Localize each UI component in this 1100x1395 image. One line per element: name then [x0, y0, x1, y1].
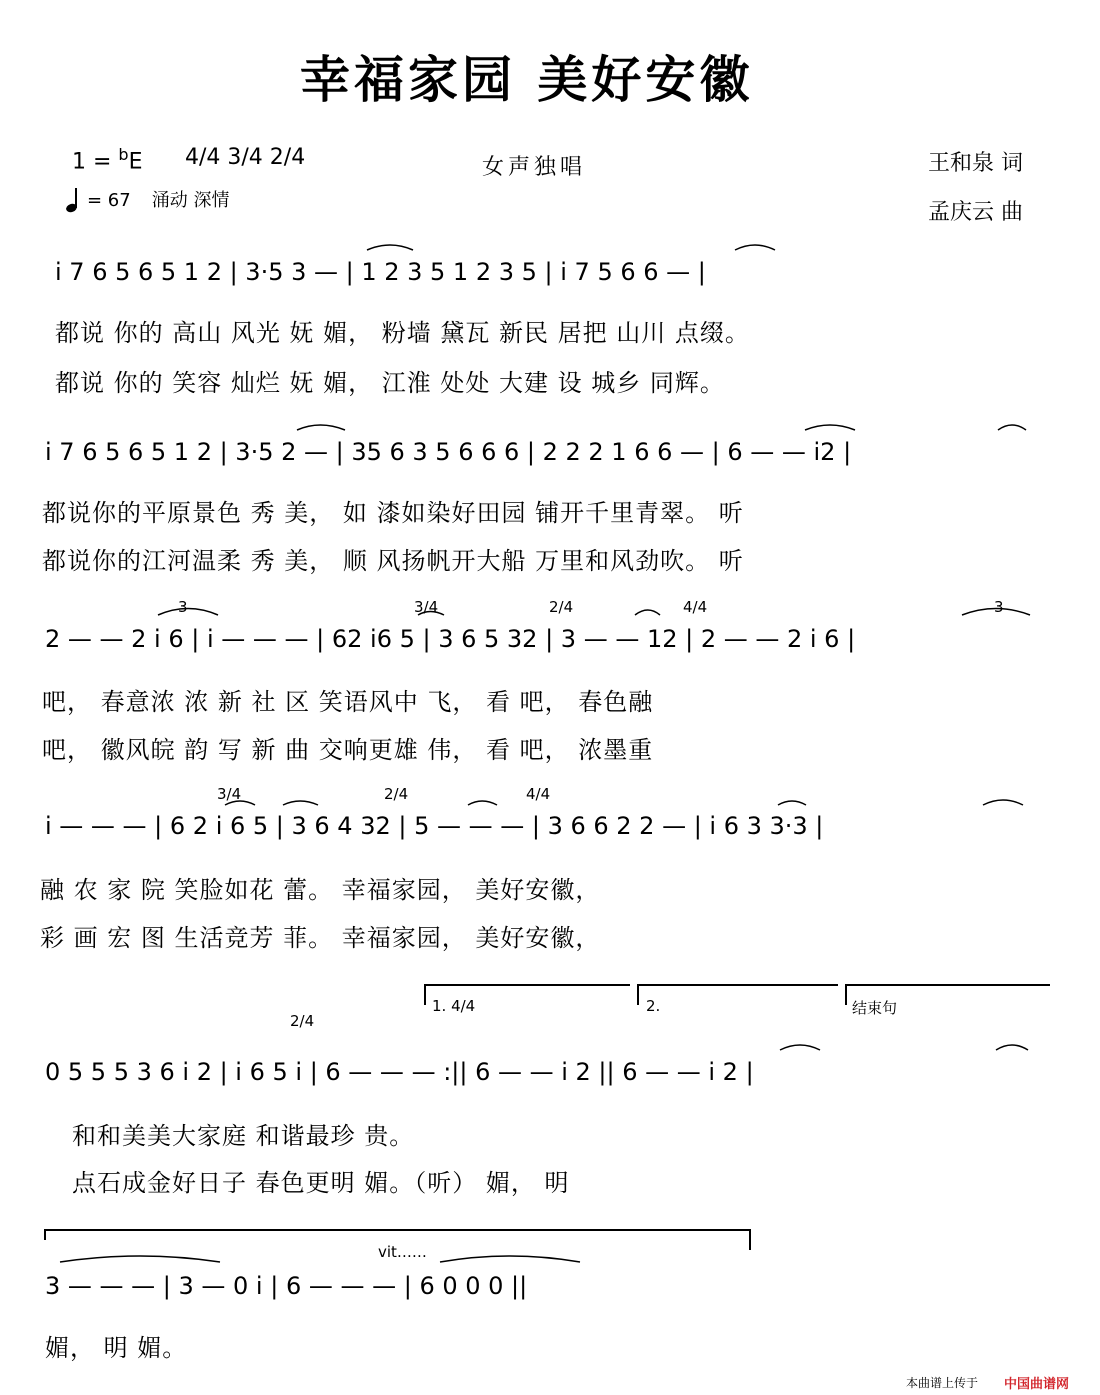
- lyricist: 王和泉 词: [928, 151, 1023, 176]
- meter-change-4-4: 4/4: [683, 598, 708, 616]
- lyric-5-verse-2: 点石成金好日子 春色更明 媚。（听） 媚， 明: [72, 1169, 570, 1197]
- notation-line-1: i 7 6 5 6 5 1 2 | 3·5 3 — | 1 2 3 5 1 2 3 5 | i 7 5 6 6 — |: [55, 258, 706, 286]
- slur: [297, 425, 345, 430]
- slur: [367, 245, 413, 250]
- meter-change-2-4: 2/4: [549, 598, 574, 616]
- volta-2: 2.: [646, 997, 661, 1015]
- meter-change-3-4: 3/4: [217, 785, 242, 803]
- page-title: 幸福家园 美好安徽: [300, 51, 754, 109]
- triplet-mark: 3: [178, 598, 188, 616]
- notation-line-5: 0 5 5 5 3 6 i 2 | i 6 5 i | 6 — — — :|| 6 — — i 2 || 6 — — i 2 |: [45, 1058, 754, 1086]
- lyric-4-verse-2: 彩 画 宏 图 生活竞芳 菲。 幸福家园， 美好安徽，: [40, 924, 601, 952]
- slur: [805, 425, 855, 430]
- slur: [440, 1256, 580, 1262]
- key-prefix: 1 =: [72, 149, 119, 175]
- lyric-2-verse-1: 都说你的平原景色 秀 美， 如 漆如染好田园 铺开千里青翠。 听: [42, 499, 744, 527]
- lyric-3-verse-2: 吧， 徽风皖 韵 写 新 曲 交响更雄 伟， 看 吧， 浓墨重: [42, 736, 654, 764]
- notation-line-6: 3 — — — | 3 — 0 i | 6 — — — | 6 0 0 0 ||: [45, 1272, 528, 1300]
- slur: [735, 245, 775, 250]
- meter-change-3-4: 3/4: [414, 598, 439, 616]
- slur: [998, 425, 1026, 430]
- slur: [418, 612, 444, 616]
- tempo-mood: 涌动 深情: [151, 190, 230, 211]
- notation-line-2: i 7 6 5 6 5 1 2 | 3·5 2 — | 35 6 3 5 6 6 6 | 2 2 2 1 6 6 — | 6 — — i2 |: [45, 438, 852, 466]
- continuation-bracket: [45, 1230, 750, 1250]
- lyric-1-verse-2: 都说 你的 笑容 灿烂 妩 媚， 江淮 处处 大建 设 城乡 同辉。: [55, 369, 725, 397]
- flat-symbol: b: [118, 145, 129, 164]
- vitardando-mark: vit……: [378, 1243, 427, 1261]
- slur: [468, 801, 497, 805]
- slur: [780, 1045, 820, 1050]
- tempo-value: = 67: [87, 190, 131, 211]
- volta-bracket: [638, 985, 838, 1005]
- slur: [158, 609, 218, 616]
- meter-change-2-4: 2/4: [290, 1012, 315, 1030]
- notation-line-3: 2 — — 2 i 6 | i — — — | 62 i6 5 | 3 6 5 32 | 3 — — 12 | 2 — — 2 i 6 |: [45, 625, 856, 653]
- lyric-3-verse-1: 吧， 春意浓 浓 新 社 区 笑语风中 飞， 看 吧， 春色融: [42, 688, 654, 716]
- performance-type: 女声独唱: [482, 155, 587, 180]
- meter-change-2-4: 2/4: [384, 785, 409, 803]
- volta-1: 1. 4/4: [432, 997, 476, 1015]
- footer-upload-text: 本曲谱上传于: [906, 1376, 979, 1390]
- lyric-2-verse-2: 都说你的江河温柔 秀 美， 顺 风扬帆开大船 万里和风劲吹。 听: [42, 547, 744, 575]
- volta-bracket: [846, 985, 1050, 1005]
- slur: [635, 610, 660, 615]
- slur: [283, 801, 318, 805]
- notation-line-4: i — — — | 6 2 i 6 5 | 3 6 4 32 | 5 — — — | 3 6 6 2 2 — | i 6 3 3·3 |: [45, 812, 824, 840]
- key-note: E: [128, 149, 143, 175]
- slur: [996, 1045, 1028, 1050]
- lyric-5-verse-1: 和和美美大家庭 和谐最珍 贵。: [72, 1122, 415, 1150]
- volta-bracket: [425, 985, 630, 1005]
- lyric-1-verse-1: 都说 你的 高山 风光 妩 媚， 粉墙 黛瓦 新民 居把 山川 点缀。: [55, 319, 750, 347]
- ending-label: 结束句: [852, 999, 898, 1017]
- lyric-6: 媚， 明 媚。: [45, 1334, 188, 1362]
- slur: [225, 801, 255, 805]
- composer: 孟庆云 曲: [928, 200, 1023, 225]
- lyric-4-verse-1: 融 农 家 院 笑脸如花 蕾。 幸福家园， 美好安徽，: [40, 876, 601, 904]
- time-signatures: 4/4 3/4 2/4: [185, 145, 306, 170]
- slur: [60, 1256, 220, 1262]
- footer-site-logo[interactable]: 中国曲谱网: [1004, 1377, 1070, 1392]
- slur: [778, 801, 806, 805]
- slur: [983, 800, 1023, 805]
- triplet-mark: 3: [994, 598, 1004, 616]
- slur: [962, 609, 1030, 616]
- meter-change-4-4: 4/4: [526, 785, 551, 803]
